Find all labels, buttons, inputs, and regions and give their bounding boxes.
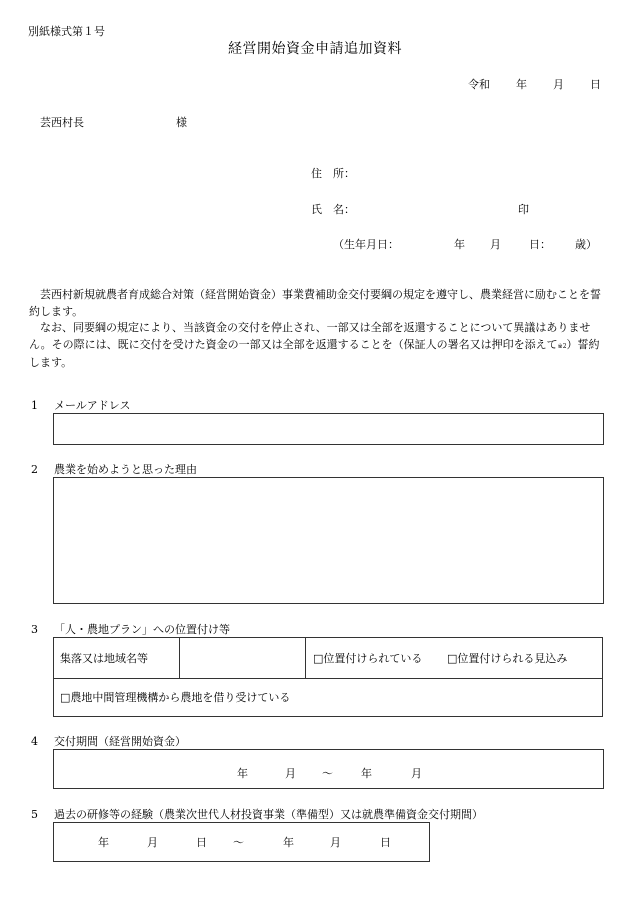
grant-tilde: ～	[322, 767, 333, 780]
training-period-box[interactable]	[53, 822, 430, 862]
section-4-label: 交付期間（経営開始資金）	[54, 735, 186, 748]
section-5-label: 過去の研修等の経験（農業次世代人材投資事業（準備型）又は就農準備資金交付期間）	[54, 808, 483, 821]
birth-month: 月	[490, 238, 501, 251]
checkbox-expected[interactable]: □位置付けられる見込み	[447, 652, 568, 665]
pledge-paragraph-1: 芸西村新規就農者育成総合対策（経営開始資金）事業費補助金交付要綱の規定を遵守し、農業経営に励むことを誓約します。	[29, 288, 601, 318]
grant-start-year: 年	[237, 767, 248, 780]
form-number: 別紙様式第１号	[28, 25, 105, 38]
birth-year: 年	[454, 238, 465, 251]
date-era: 令和	[468, 78, 490, 91]
email-input-box[interactable]	[53, 413, 604, 445]
pledge-p2-end: ）誓約します。	[29, 337, 600, 369]
training-end-year: 年	[283, 836, 294, 849]
section-3-label: 「人・農地プラン」への位置付け等	[54, 623, 230, 636]
section-2-label: 農業を始めようと思った理由	[54, 463, 197, 476]
plan-table-col-divider-1	[179, 638, 180, 678]
date-day: 日	[590, 78, 601, 91]
date-month: 月	[553, 78, 564, 91]
training-end-month: 月	[330, 836, 341, 849]
grant-end-year: 年	[361, 767, 372, 780]
pledge-paragraph-2	[29, 320, 605, 372]
grant-period-box[interactable]	[53, 749, 604, 789]
checkbox-positioned[interactable]: □位置付けられている	[313, 652, 423, 665]
reason-textarea-box[interactable]	[53, 477, 604, 604]
birth-age: 歳）	[575, 238, 597, 251]
section-3-number: 3	[31, 623, 38, 636]
plan-table	[53, 637, 603, 717]
section-5-number: 5	[31, 808, 38, 821]
address-label: 住 所：	[311, 167, 355, 180]
addressee-name: 芸西村長	[40, 116, 84, 129]
plan-table-col-divider-2	[305, 638, 306, 678]
name-label: 氏 名：	[311, 203, 355, 216]
training-start-year: 年	[98, 836, 109, 849]
seal-mark: 印	[518, 203, 529, 216]
region-label: 集落又は地域名等	[60, 652, 148, 665]
birth-open: （生年月日：	[333, 238, 399, 251]
pledge-note-mark: ※2	[557, 342, 567, 350]
plan-table-row-divider	[54, 678, 602, 679]
page-title: 経営開始資金申請追加資料	[228, 41, 402, 57]
date-year: 年	[516, 78, 527, 91]
training-end-day: 日	[380, 836, 391, 849]
training-start-day: 日	[196, 836, 207, 849]
grant-end-month: 月	[411, 767, 422, 780]
section-2-number: 2	[31, 463, 38, 476]
section-1-number: 1	[31, 399, 38, 412]
birth-day: 日：	[529, 238, 551, 251]
grant-start-month: 月	[285, 767, 296, 780]
training-start-month: 月	[147, 836, 158, 849]
training-tilde: ～	[233, 836, 244, 849]
section-1-label: メールアドレス	[54, 399, 131, 412]
checkbox-lease[interactable]: □農地中間管理機構から農地を借り受けている	[60, 691, 291, 704]
addressee-honorific: 様	[176, 116, 187, 129]
pledge-p2-main: なお、同要綱の規定により、当該資金の交付を停止され、一部又は全部を返還することについて異議はありません。その際には、既に交付を受けた資金の一部又は全部を返還することを（保証人の署名又は押印を添えて	[29, 321, 591, 351]
section-4-number: 4	[31, 735, 38, 748]
